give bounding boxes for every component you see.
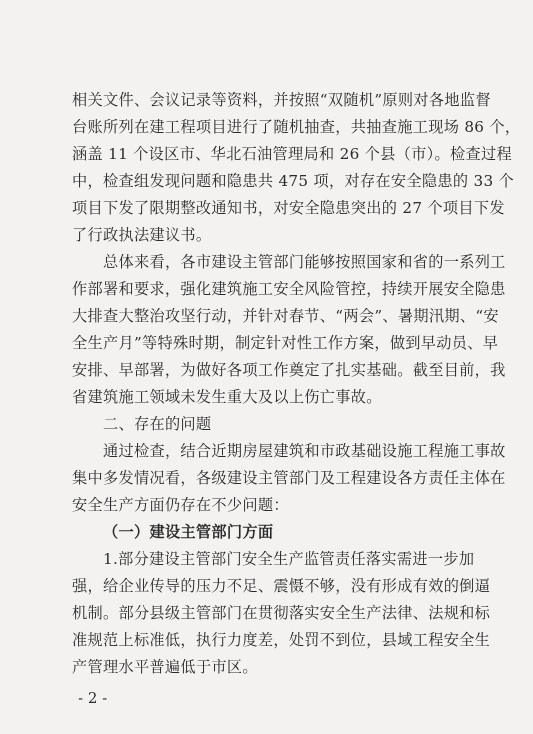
- paragraph-1-line-1: 相关文件、会议记录等资料，并按照“双随机”原则对各地监督: [72, 91, 491, 109]
- paragraph-3-line-1: 通过检查，结合近期房屋建筑和市政基础设施工程施工事故: [103, 442, 506, 460]
- paragraph-1-line-6: 了行政执法建议书。: [72, 226, 212, 244]
- page-number: - 2 -: [78, 689, 108, 707]
- paragraph-2-line-4: 全生产月”等特殊时期，制定针对性工作方案，做到早动员、早: [72, 334, 499, 352]
- paragraph-2-line-1: 总体来看，各市建设主管部门能够按照国家和省的一系列工: [103, 253, 506, 271]
- paragraph-2-line-6: 省建筑施工领域未发生重大及以上伤亡事故。: [72, 388, 382, 406]
- paragraph-4-line-1: 1.部分建设主管部门安全生产监管责任落实需进一步加: [103, 550, 475, 568]
- paragraph-2-line-2: 作部署和要求，强化建筑施工安全风险管控，持续开展安全隐患: [72, 280, 506, 298]
- paragraph-1-line-2: 台账所列在建工程项目进行了随机抽查，共抽查施工现场 86 个，: [72, 118, 521, 136]
- paragraph-4-line-2: 强，给企业传导的压力不足、震慑不够，没有形成有效的倒逼: [72, 577, 491, 595]
- paragraph-4-line-3: 机制。部分县级主管部门在贯彻落实安全生产法律、法规和标: [72, 604, 491, 622]
- paragraph-4-line-5: 产管理水平普遍低于市区。: [72, 658, 258, 676]
- paragraph-3-line-2: 集中多发情况看，各级建设主管部门及工程建设各方责任主体在: [72, 469, 506, 487]
- paragraph-1-line-3: 涵盖 11 个设区市、华北石油管理局和 26 个县（市）。检查过程: [72, 145, 512, 163]
- paragraph-4-line-4: 准规范上标准低，执行力度差，处罚不到位，县域工程安全生: [72, 631, 491, 649]
- paragraph-3-line-3: 安全生产方面仍存在不少问题：: [72, 496, 289, 514]
- paragraph-2-line-5: 安排、早部署，为做好各项工作奠定了扎实基础。截至目前，我: [72, 361, 506, 379]
- section-heading: 二、存在的问题: [103, 415, 212, 433]
- paragraph-2-line-3: 大排查大整治攻坚行动，并针对春节、“两会”、暑期汛期、“安: [72, 307, 499, 325]
- paragraph-1-line-5: 项目下发了限期整改通知书，对安全隐患突出的 27 个项目下发: [72, 199, 505, 217]
- subsection-heading: （一）建设主管部门方面: [103, 523, 274, 541]
- paragraph-1-line-4: 中，检查组发现问题和隐患共 475 项，对存在安全隐患的 33 个: [72, 172, 515, 190]
